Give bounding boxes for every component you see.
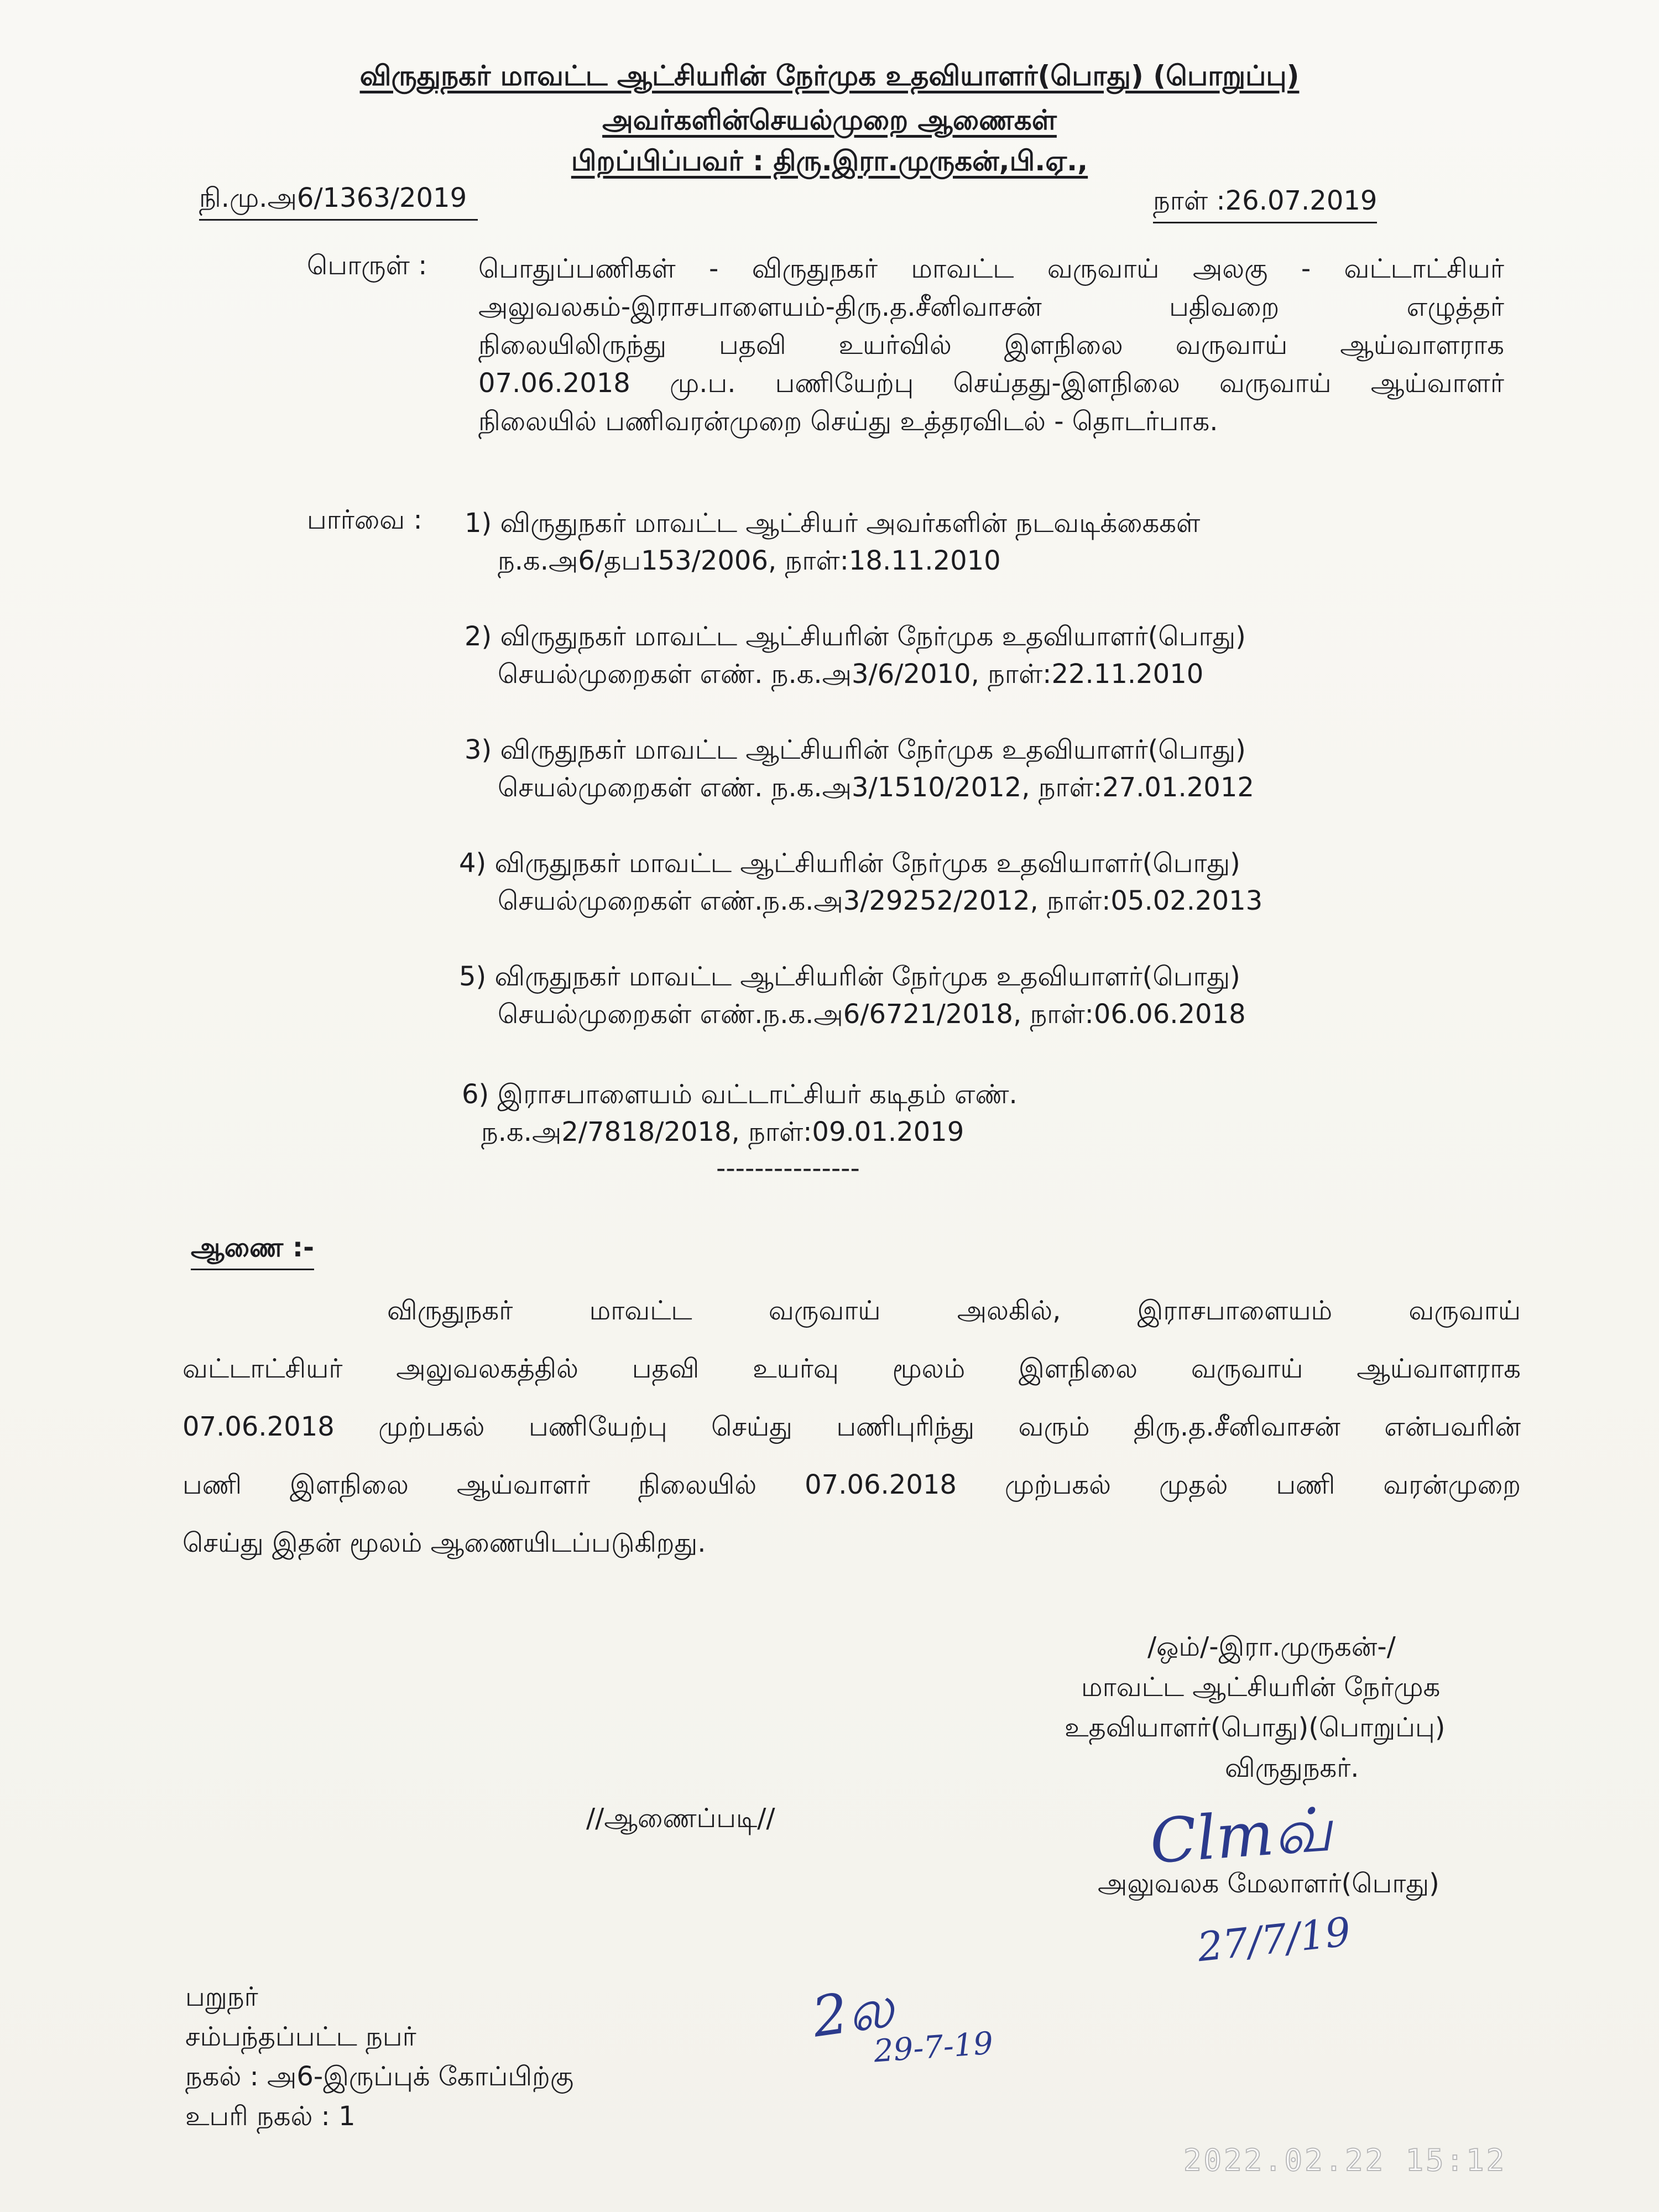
document-date xyxy=(1153,185,1377,223)
reference-line: 6) இராசபாளையம் வட்டாட்சியர் கடிதம் எண். xyxy=(462,1079,1018,1110)
order-line: பணி இளநிலை ஆய்வாளர் நிலையில் 07.06.2018 முற்பகல் முதல் பணி வரன்முறை xyxy=(182,1469,1521,1500)
subject-line: நிலையில் பணிவரன்முறை செய்து உத்தரவிடல் - தொடர்பாக. xyxy=(478,406,1218,437)
subject-label: பொருள் : xyxy=(307,250,427,281)
subject-text xyxy=(478,250,1504,441)
date-value: 26.07.2019 xyxy=(1225,185,1378,216)
reference-line: 5) விருதுநகர் மாவட்ட ஆட்சியரின் நேர்முக உதவியாளர்(பொது) xyxy=(459,961,1240,992)
office-manager-title: அலுவலக மேலாளர்(பொது) xyxy=(1098,1868,1439,1899)
recipients-block xyxy=(185,1977,573,2136)
reference-item xyxy=(462,1076,1018,1151)
subject-line: 07.06.2018 மு.ப. பணியேற்பு செய்தது-இளநிலை வருவாய் ஆய்வாளர் xyxy=(478,368,1504,399)
reference-line: செயல்முறைகள் எண். ந.க.அ3/1510/2012, நாள்:27.01.2012 xyxy=(498,772,1254,803)
order-label: ஆணை :- xyxy=(191,1232,314,1270)
handwritten-received-date: 29-7-19 xyxy=(872,2025,995,2070)
signed-name: /ஒம்/-இரா.முருகன்-/ xyxy=(1147,1631,1396,1662)
recipient-line: பறுநர் xyxy=(185,1981,258,2012)
reference-item xyxy=(459,844,1262,920)
reference-line: செயல்முறைகள் எண்.ந.க.அ6/6721/2018, நாள்:06.06.2018 xyxy=(498,999,1246,1030)
reference-line: ந.க.அ2/7818/2018, நாள்:09.01.2019 xyxy=(481,1117,964,1147)
reference-line: செயல்முறைகள் எண்.ந.க.அ3/29252/2012, நாள்:05.02.2013 xyxy=(498,885,1263,916)
reference-line: 4) விருதுநகர் மாவட்ட ஆட்சியரின் நேர்முக உதவியாளர்(பொது) xyxy=(459,848,1240,879)
signed-place: விருதுநகர். xyxy=(1225,1752,1359,1783)
photo-timestamp: 2022.02.22 15:12 xyxy=(1183,2143,1507,2178)
reference-item xyxy=(465,504,1200,580)
subject-line: நிலையிலிருந்து பதவி உயர்வில் இளநிலை வருவாய் ஆய்வாளராக xyxy=(478,330,1504,361)
reference-number: நி.மு.அ6/1363/2019 xyxy=(199,182,478,221)
reference-line: 1) விருதுநகர் மாவட்ட ஆட்சியர் அவர்களின் நடவடிக்கைகள் xyxy=(465,508,1201,539)
order-body xyxy=(182,1282,1521,1572)
recipient-line: உபரி நகல் : 1 xyxy=(185,2101,356,2132)
order-line: செய்து இதன் மூலம் ஆணையிடப்படுகிறது. xyxy=(182,1527,706,1558)
header-subtitle: அவர்களின்செயல்முறை ஆணைகள் xyxy=(602,104,1057,136)
reference-line: 2) விருதுநகர் மாவட்ட ஆட்சியரின் நேர்முக உதவியாளர்(பொது) xyxy=(465,621,1246,652)
date-label: நாள் : xyxy=(1153,185,1225,216)
reference-item xyxy=(459,958,1246,1033)
signed-designation-2: உதவியாளர்(பொது)(பொறுப்பு) xyxy=(1065,1712,1446,1743)
recipient-line: சம்பந்தப்பட்ட நபர் xyxy=(185,2021,416,2052)
order-line: 07.06.2018 முற்பகல் பணியேற்பு செய்து பணிபுரிந்து வரும் திரு.த.சீனிவாசன் என்பவரின் xyxy=(182,1411,1521,1442)
signed-designation: மாவட்ட ஆட்சியரின் நேர்முக xyxy=(1081,1672,1441,1703)
handwritten-date: 27/7/19 xyxy=(1195,1908,1353,1971)
handwritten-initials: 2ல xyxy=(808,1974,898,2050)
subject-line: பொதுப்பணிகள் - விருதுநகர் மாவட்ட வருவாய் அலகு - வட்டாட்சியர் xyxy=(478,253,1504,284)
subject-line: அலுவலகம்-இராசபாளையம்-திரு.த.சீனிவாசன் பதிவறை எழுத்தர் xyxy=(478,291,1504,322)
reference-line: 3) விருதுநகர் மாவட்ட ஆட்சியரின் நேர்முக உதவியாளர்(பொது) xyxy=(465,734,1246,765)
reference-item xyxy=(465,731,1254,806)
header-title: விருதுநகர் மாவட்ட ஆட்சியரின் நேர்முக உதவியாளர்(பொது) (பொறுப்பு) xyxy=(359,60,1300,92)
reference-item xyxy=(465,618,1246,693)
reference-line: செயல்முறைகள் எண். ந.க.அ3/6/2010, நாள்:22.11.2010 xyxy=(498,659,1204,690)
order-line: வட்டாட்சியர் அலுவலகத்தில் பதவி உயர்வு மூலம் இளநிலை வருவாய் ஆய்வாளராக xyxy=(182,1353,1521,1384)
handwritten-signature: Clmவ் xyxy=(1147,1793,1334,1877)
separator-line: --------------- xyxy=(716,1153,860,1184)
recipient-line: நகல் : அ6-இருப்புக் கோப்பிற்கு xyxy=(185,2061,574,2092)
references-label: பார்வை : xyxy=(307,504,422,535)
by-order-text: //ஆணைப்படி// xyxy=(586,1803,775,1834)
reference-line: ந.க.அ6/தப153/2006, நாள்:18.11.2010 xyxy=(498,545,1001,576)
header-issuer: பிறப்பிப்பவர் : திரு.இரா.முருகன்,பி.ஏ., xyxy=(571,145,1088,177)
order-line: விருதுநகர் மாவட்ட வருவாய் அலகில், இராசபாளையம் வருவாய் xyxy=(387,1295,1521,1326)
